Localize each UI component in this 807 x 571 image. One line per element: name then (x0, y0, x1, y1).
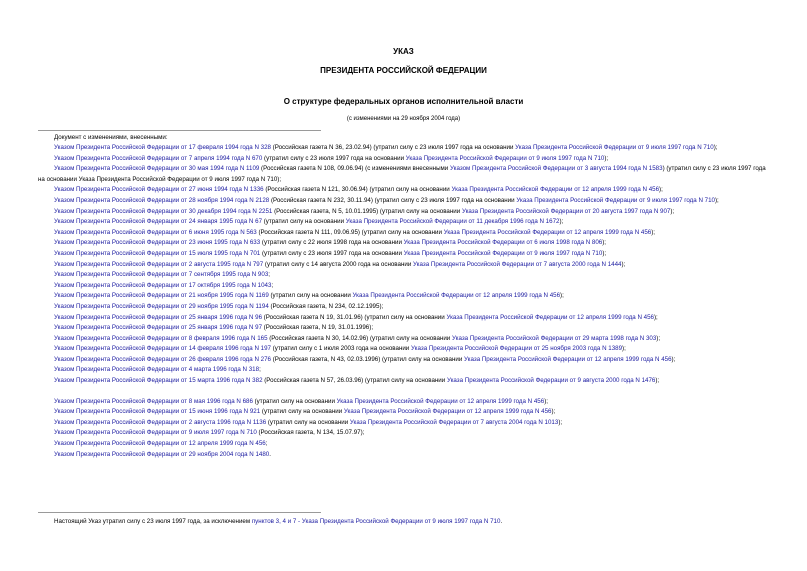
amendment-repeal-link[interactable]: Указом Президента Российской Федерации от 3 августа 1994 года N 1583 (449, 165, 663, 173)
footer-link[interactable]: пунктов 3, 4 и 7 - Указа Президента Российской Федерации от 9 июля 1997 года N 710 (251, 518, 501, 525)
document-heading: О структуре федеральных органов исполнительной власти (283, 97, 524, 106)
amendment-link[interactable]: Указом Президента Российской Федерации от 4 марта 1996 года N 318 (54, 366, 260, 374)
amendment-repeal-link[interactable]: Указа Президента Российской Федерации от 29 марта 1998 года N 303 (451, 334, 657, 342)
amendment-link[interactable]: Указом Президента Российской Федерации от 7 апреля 1994 года N 670 (54, 154, 263, 162)
amendment-tail: ); (713, 144, 718, 151)
amendment-item (38, 143, 769, 154)
amendment-repeal-link[interactable]: Указа Президента Российской Федерации от 12 апреля 1999 года N 456 (343, 408, 552, 416)
amendment-repeal-link[interactable]: Указа Президента Российской Федерации от 7 августа 2000 года N 1444 (413, 260, 622, 268)
amendment-text: (Российская газета N 57, 26.03.96) (утратил силу на основании (262, 377, 447, 385)
amendment-link[interactable]: Указом Президента Российской Федерации от 15 июля 1995 года N 701 (54, 249, 261, 257)
amendment-item (38, 439, 769, 450)
amendment-link[interactable]: Указом Президента Российской Федерации от 29 ноября 1995 года N 1194 (54, 302, 269, 310)
amendment-link[interactable]: Указом Президента Российской Федерации от 9 июля 1997 года N 710 (54, 429, 257, 437)
amendment-text: (Российская газета, N 43, 02.03.1996) (утратил силу на основании (270, 355, 464, 363)
amendment-item (38, 281, 769, 292)
amendment-item (38, 365, 769, 376)
amendment-item (38, 397, 769, 408)
amendment-link[interactable]: Указом Президента Российской Федерации от 8 мая 1996 года N 686 (54, 397, 253, 405)
amendment-link[interactable]: Указом Президента Российской Федерации от 26 февраля 1996 года N 276 (54, 355, 271, 363)
amendment-repeal-link[interactable]: Указа Президента Российской Федерации от 6 июля 1998 года N 806 (403, 239, 603, 247)
amendment-tail: ); (622, 345, 626, 353)
amendment-repeal-link[interactable]: Указа Президента Российской Федерации от 12 апреля 1999 года N 456 (464, 355, 672, 363)
amendment-text: (утратил силу на основании (262, 218, 346, 226)
document-title: УКАЗ (393, 47, 414, 56)
amendment-link[interactable]: Указом Президента Российской Федерации от 30 декабря 1994 года N 2251 (54, 207, 273, 215)
amendment-tail: ); (671, 355, 676, 363)
amendment-tail: ); (602, 239, 607, 247)
amendment-text: (Российская газета N 232, 30.11.94) (утратил силу с 23 июля 1997 года на основании (269, 196, 517, 204)
amendment-link[interactable]: Указом Президента Российской Федерации от 2 августа 1995 года N 797 (54, 260, 264, 268)
amendment-tail: ); (670, 207, 675, 215)
amendment-repeal-link[interactable]: Указа Президента Российской Федерации от 12 апреля 1999 года N 456 (451, 186, 660, 194)
amendment-tail: ); (656, 334, 661, 342)
amendment-item (38, 207, 769, 218)
amendment-tail: ); (544, 397, 548, 405)
amendment-text: (утратил силу с 14 августа 2000 года на основании (263, 260, 414, 268)
amendment-item (38, 355, 769, 366)
amendment-item (38, 228, 769, 239)
amendment-tail: ) (утратил силу с 23 июля 1997 года на основании Указа Президента Российской Федерации от 9 июля 1997 года N 710); (38, 165, 766, 183)
amendment-link[interactable]: Указом Президента Российской Федерации от 21 ноября 1995 года N 1169 (54, 292, 269, 300)
top-divider (38, 130, 321, 131)
amendment-repeal-link[interactable]: Указа Президента Российской Федерации от 25 ноября 2003 года N 1389 (411, 345, 623, 353)
amendment-tail: ); (602, 249, 607, 257)
amendment-tail: ; (271, 281, 274, 289)
amendment-text: (Российская газета, N 5, 10.01.1995) (утратил силу на основании (272, 207, 462, 215)
amendment-repeal-link[interactable]: Указа Президента Российской Федерации от 11 декабря 1996 года N 1672 (345, 218, 560, 226)
amendment-item (38, 196, 769, 207)
amendment-text: (утратил силу с 22 июля 1998 года на основании (260, 239, 404, 247)
amendment-tail: ; (268, 271, 270, 279)
amendment-repeal-link[interactable]: Указа Президента Российской Федерации от 9 июля 1997 года N 710 (403, 249, 603, 257)
amendments-list (38, 143, 769, 460)
amendment-text: (Российская газета N 30, 14.02.96) (утратил силу на основании (267, 334, 452, 342)
amendment-text: (Российская газета N 121, 30.06.94) (утратил силу на основании (263, 186, 452, 194)
amendment-item (38, 164, 769, 185)
amendment-tail: ); (559, 218, 564, 226)
amendment-link[interactable]: Указом Президента Российской Федерации от 15 июня 1996 года N 921 (54, 408, 261, 416)
footer-suffix: . (500, 518, 503, 525)
amendment-tail: . (269, 450, 271, 458)
footer-note (54, 518, 502, 525)
amendment-item (38, 270, 769, 281)
amendment-repeal-link[interactable]: Указа Президента Российской Федерации от 12 апреля 1999 года N 456 (352, 292, 561, 300)
amendment-item (38, 313, 769, 324)
amendments-intro: Документ с изменениями, внесенными: (54, 134, 168, 141)
amendment-link[interactable]: Указом Президента Российской Федерации от 8 февраля 1996 года N 165 (54, 334, 268, 342)
amendment-text: (Российская газета, N 19, 31.01.1996); (262, 324, 374, 332)
amendment-item (38, 428, 769, 439)
amendment-text: (утратил силу с 23 июля 1997 года на основании (260, 249, 404, 257)
amendment-text: (Российская газета, N 234, 02.12.1995); (268, 302, 384, 310)
amendment-link[interactable]: Указом Президента Российской Федерации от 15 марта 1996 года N 382 (54, 377, 263, 385)
amendment-link[interactable]: Указом Президента Российской Федерации от 29 ноября 2004 года N 1480 (54, 450, 270, 458)
amendment-text: (утратил силу с 23 июля 1997 года на основании (262, 154, 406, 162)
amendment-item (38, 185, 769, 196)
amendment-item (38, 291, 769, 302)
amendment-text: (утратил силу на основании (252, 397, 337, 405)
amendment-text: (Российская газета N 108, 09.06.94) (с изменениями внесенными (259, 165, 450, 173)
amendment-text: (Российская газета, N 134, 15.07.97); (256, 429, 365, 437)
amendment-tail: ); (651, 228, 656, 236)
amendment-item (38, 323, 769, 334)
amendment-text: (Российская газета N 111, 09.06.95) (утратил силу на основании (256, 228, 444, 236)
amendment-repeal-link[interactable]: Указа Президента Российской Федерации от 12 апреля 1999 года N 456 (443, 228, 652, 236)
document-issuer: ПРЕЗИДЕНТА РОССИЙСКОЙ ФЕДЕРАЦИИ (320, 66, 487, 75)
amendment-repeal-link[interactable]: Указа Президента Российской Федерации от 9 июля 1997 года N 710 (516, 196, 715, 204)
amendment-repeal-link[interactable]: Указа Президента Российской Федерации от 20 августа 1997 года N 907 (461, 207, 671, 215)
amendment-tail: ); (558, 418, 563, 426)
amendment-link[interactable]: Указом Президента Российской Федерации от 27 июня 1994 года N 1336 (54, 186, 264, 194)
amendment-link[interactable]: Указом Президента Российской Федерации от 25 января 1996 года N 96 (54, 313, 263, 321)
amendment-link[interactable]: Указом Президента Российской Федерации от 30 мая 1994 года N 1109 (54, 165, 260, 173)
amendment-tail: ); (655, 377, 660, 385)
amendment-link[interactable]: Указом Президента Российской Федерации от 2 августа 1996 года N 1136 (54, 418, 267, 426)
amendment-link[interactable]: Указом Президента Российской Федерации от 14 февраля 1996 года N 197 (54, 345, 271, 353)
amendment-link[interactable]: Указом Президента Российской Федерации от 17 октября 1995 года N 1043 (54, 281, 272, 289)
amendment-text: (утратил силу на основании (268, 292, 353, 300)
amendment-text: (утратил силу на основании (260, 408, 344, 416)
amendment-repeal-link[interactable]: Указа Президента Российской Федерации от 9 августа 2000 года N 1476 (446, 377, 656, 385)
amendment-repeal-link[interactable]: Указа Президента Российской Федерации от 12 апреля 1999 года N 456 (336, 397, 545, 405)
document-subtitle: (с изменениями на 29 ноября 2004 года) (346, 116, 461, 122)
amendment-item (38, 238, 769, 249)
amendment-item (38, 376, 769, 387)
amendment-link[interactable]: Указом Президента Российской Федерации от 28 ноября 1994 года N 2128 (54, 196, 270, 204)
amendment-tail: ; (265, 440, 268, 448)
amendment-link[interactable]: Указом Президента Российской Федерации от 6 июня 1995 года N 563 (54, 228, 257, 236)
amendment-link[interactable]: Указом Президента Российской Федерации от 17 февраля 1994 года N 328 (54, 144, 271, 151)
footer-prefix: Настоящий Указ утратил силу с 23 июля 1997 года, за исключением (54, 518, 252, 525)
amendment-item (38, 407, 769, 418)
amendment-tail: ); (560, 292, 564, 300)
amendment-tail: ; (259, 366, 261, 374)
amendment-tail: ); (653, 313, 658, 321)
amendment-item (38, 260, 769, 271)
amendment-repeal-link[interactable]: Указа Президента Российской Федерации от 9 июля 1997 года N 710 (405, 154, 605, 162)
amendment-item (38, 334, 769, 345)
amendment-tail: ); (714, 196, 719, 204)
amendment-item (38, 344, 769, 355)
bottom-divider (38, 512, 321, 513)
amendment-item (38, 217, 769, 228)
amendment-link[interactable]: Указом Президента Российской Федерации от 23 июня 1995 года N 633 (54, 239, 261, 247)
amendment-item (38, 302, 769, 313)
amendment-text: (Российская газета N 36, 23.02.94) (утратил силу с 23 июля 1997 года на основании (270, 144, 516, 151)
amendment-link[interactable]: Указом Президента Российской Федерации от 12 апреля 1999 года N 456 (54, 440, 266, 448)
amendment-item (38, 154, 769, 165)
amendment-text: (утратил силу с 1 июля 2003 года на основании (270, 345, 411, 353)
amendment-text: (Российская газета N 19, 31.01.96) (утратил силу на основании (262, 313, 447, 321)
amendment-repeal-link[interactable]: Указа Президента Российской Федерации от 7 августа 2004 года N 1013 (349, 418, 559, 426)
amendment-link[interactable]: Указом Президента Российской Федерации от 25 января 1996 года N 97 (54, 324, 263, 332)
amendment-text: (утратил силу на основании (266, 418, 350, 426)
amendment-link[interactable]: Указом Президента Российской Федерации от 24 января 1995 года N 67 (54, 218, 263, 226)
amendment-item (38, 418, 769, 429)
amendment-tail: ); (604, 154, 609, 162)
amendment-item (38, 450, 769, 461)
amendment-tail: ); (621, 260, 626, 268)
amendment-repeal-link[interactable]: Указа Президента Российской Федерации от 9 июля 1997 года N 710 (515, 144, 714, 151)
amendment-repeal-link[interactable]: Указа Президента Российской Федерации от 12 апреля 1999 года N 456 (446, 313, 654, 321)
amendment-tail: ); (659, 186, 663, 194)
amendment-tail: ); (551, 408, 556, 416)
amendment-link[interactable]: Указом Президента Российской Федерации от 7 сентября 1995 года N 903 (54, 271, 269, 279)
amendment-item (38, 249, 769, 260)
